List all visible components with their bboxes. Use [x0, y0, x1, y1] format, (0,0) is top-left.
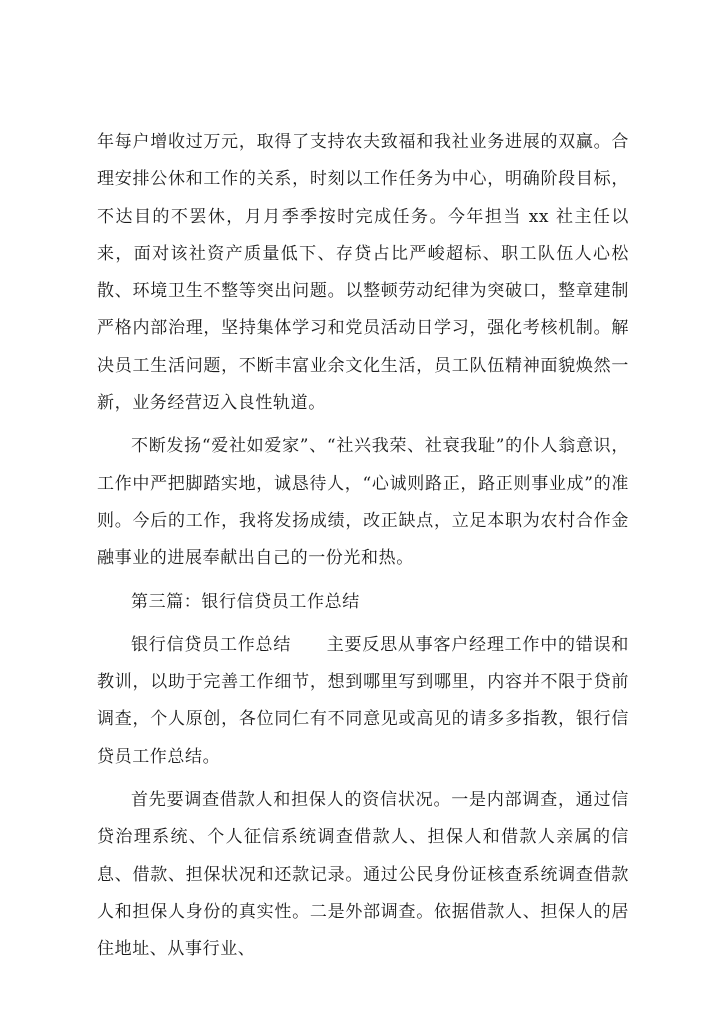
- paragraph-summary-intro: 银行信贷员工作总结 主要反思从事客户经理工作中的错误和教训，以助于完善工作细节，想到哪里写到哪里，内容并不限于贷前调查，个人原创，各位同仁有不同意见或高见的请多多指教，银行信贷员工作总结。: [97, 634, 629, 767]
- document-body: [97, 124, 629, 969]
- paragraph-continuation: 年每户增收过万元，取得了支持农夫致福和我社业务进展的双赢。合理安排公休和工作的关系，时刻以工作任务为中心，明确阶段目标，不达目的不罢休，月月季季按时完成任务。今年担当 xx 社主任以来，面对该社资产质量低下、存贷占比严峻超标、职工队伍人心松散、环境卫生不整等突出问题。以整顿劳动纪律为突破口，整章建制严格内部治理，坚持集体学习和党员活动日学习，强化考核机制。解决员工生活问题，不断丰富业余文化生活，员工队伍精神面貌焕然一新，业务经营迈入良性轨道。: [97, 132, 629, 414]
- paragraph-spirit: 不断发扬“爱社如爱家”、“社兴我荣、社衰我耻”的仆人翁意识，工作中严把脚踏实地，诚恳待人，“心诚则路正，路正则事业成”的准则。今后的工作，我将发扬成绩，改正缺点，立足本职为农村合作金融事业的进展奉献出自己的一份光和热。: [97, 436, 629, 569]
- paragraph-credit-check: 首先要调查借款人和担保人的资信状况。一是内部调查，通过信贷治理系统、个人征信系统调查借款人、担保人和借款人亲属的信息、借款、担保状况和还款记录。通过公民身份证核查系统调查借款人和担保人身份的真实性。二是外部调查。依据借款人、担保人的居住地址、从事行业、: [97, 790, 629, 960]
- section-heading: 第三篇：银行信贷员工作总结: [131, 591, 360, 612]
